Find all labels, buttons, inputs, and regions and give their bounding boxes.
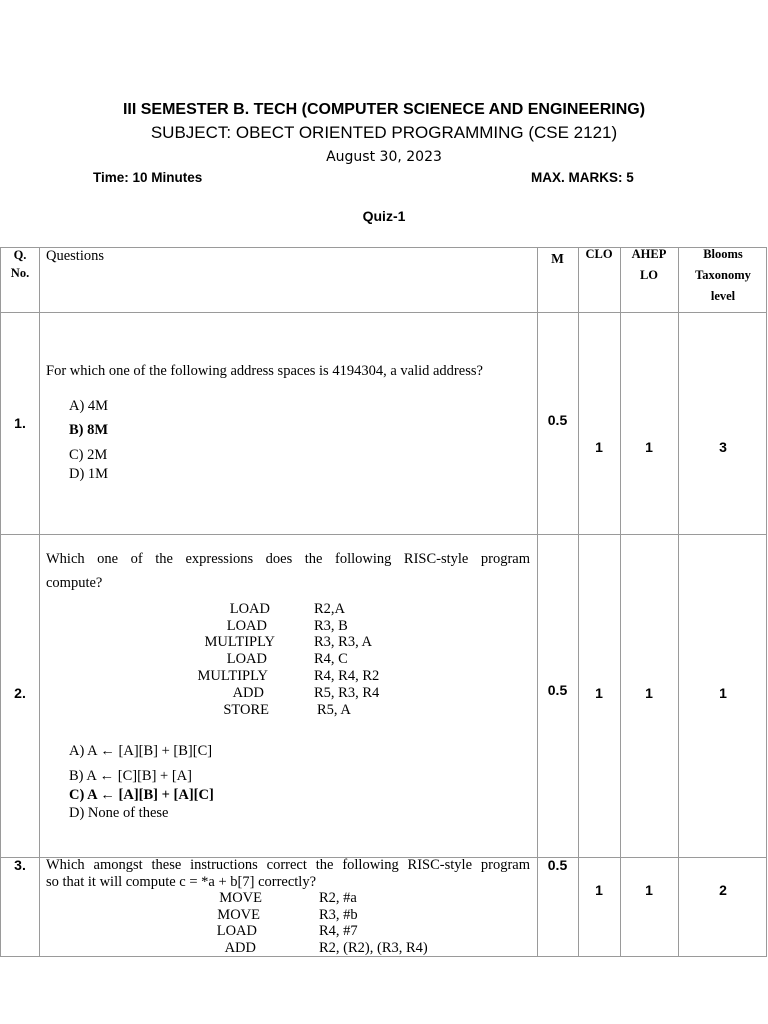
option-a: A) 4M — [69, 398, 109, 414]
question-blooms: 1 — [719, 685, 727, 701]
header-blooms: Blooms Taxonomy level — [695, 247, 751, 303]
question-ahep-lo: 1 — [645, 439, 653, 455]
question-number: 1. — [14, 415, 26, 431]
max-marks: MAX. MARKS: 5 — [531, 170, 634, 185]
code-op: MOVE — [217, 907, 260, 923]
code-op: STORE — [223, 702, 269, 718]
question-text-line1: Which one of the expressions does the following RISC-style program — [46, 551, 530, 567]
question-blooms: 2 — [719, 882, 727, 898]
exam-title: III SEMESTER B. TECH (COMPUTER SCIENECE AND ENGINEERING) — [122, 101, 646, 118]
code-args: R4, #7 — [319, 923, 358, 939]
option-a: A) A ← [A][B] + [B][C] — [69, 743, 213, 759]
code-args: R3, #b — [319, 907, 358, 923]
code-args: R5, A — [317, 702, 351, 718]
code-args: R3, B — [314, 618, 348, 634]
col-divider — [537, 248, 538, 956]
option-c: C) 2M — [69, 447, 108, 463]
header-clo: CLO — [585, 247, 613, 261]
question-text-line2: so that it will compute c = *a + b[7] correctly? — [46, 874, 317, 890]
question-text: For which one of the following address spaces is 4194304, a valid address? — [46, 363, 483, 379]
code-args: R5, R3, R4 — [314, 685, 380, 701]
header-ahep-lo: AHEP LO — [631, 247, 667, 282]
exam-date: August 30, 2023 — [326, 149, 442, 165]
question-text-line1: Which amongst these instructions correct the following RISC-style program — [46, 857, 530, 873]
code-op: LOAD — [216, 923, 257, 939]
col-divider — [39, 248, 40, 956]
code-op: ADD — [224, 940, 256, 956]
option-b: B) A ← [C][B] + [A] — [69, 768, 192, 784]
question-ahep-lo: 1 — [645, 685, 653, 701]
col-divider — [620, 248, 621, 956]
code-op: MULTIPLY — [197, 668, 268, 684]
col-divider — [578, 248, 579, 956]
code-args: R2, (R2), (R3, R4) — [319, 940, 428, 956]
code-op: LOAD — [229, 601, 270, 617]
quiz-title: Quiz-1 — [362, 208, 406, 224]
question-clo: 1 — [595, 882, 603, 898]
question-marks: 0.5 — [547, 857, 568, 873]
code-op: MOVE — [219, 890, 262, 906]
code-op: LOAD — [226, 651, 267, 667]
header-qno: Q. No. — [10, 248, 30, 280]
question-number: 3. — [14, 857, 26, 873]
code-args: R4, C — [314, 651, 348, 667]
exam-time: Time: 10 Minutes — [93, 170, 203, 185]
question-number: 2. — [14, 685, 26, 701]
code-op: ADD — [232, 685, 264, 701]
row-divider — [1, 312, 766, 313]
option-d: D) None of these — [69, 805, 169, 821]
code-op: MULTIPLY — [204, 634, 275, 650]
header-questions: Questions — [46, 248, 104, 264]
question-clo: 1 — [595, 685, 603, 701]
option-b: B) 8M — [69, 422, 109, 438]
col-divider — [678, 248, 679, 956]
question-ahep-lo: 1 — [645, 882, 653, 898]
question-marks: 0.5 — [547, 682, 568, 698]
header-marks: M — [551, 251, 564, 266]
row-divider — [1, 534, 766, 535]
code-args: R3, R3, A — [314, 634, 373, 650]
question-marks: 0.5 — [547, 412, 568, 428]
code-op: LOAD — [226, 618, 267, 634]
subject-title: SUBJECT: OBECT ORIENTED PROGRAMMING (CSE 2121) — [150, 123, 618, 142]
question-table — [0, 247, 767, 957]
question-clo: 1 — [595, 439, 603, 455]
code-args: R4, R4, R2 — [314, 668, 380, 684]
option-c: C) A ← [A][B] + [A][C] — [69, 787, 214, 803]
question-text-line2: compute? — [46, 575, 103, 591]
code-args: R2,A — [314, 601, 346, 617]
code-args: R2, #a — [319, 890, 357, 906]
option-d: D) 1M — [69, 466, 109, 482]
question-blooms: 3 — [719, 439, 727, 455]
